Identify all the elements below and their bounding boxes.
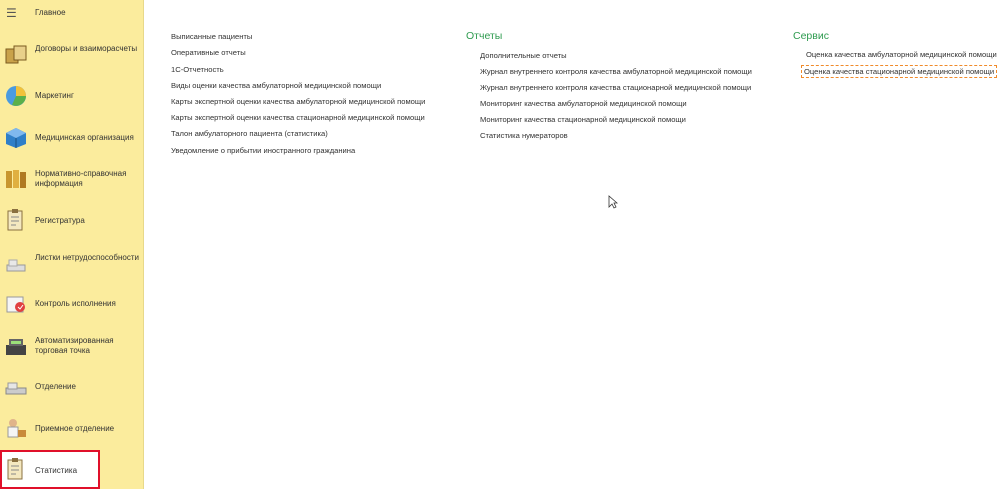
organization-cube-icon bbox=[4, 126, 28, 150]
link-foreign-citizen-notice[interactable]: Уведомление о прибытии иностранного гражданина bbox=[171, 146, 356, 155]
section-title-reports: Отчеты bbox=[466, 30, 503, 42]
link-quality-assessment-types[interactable]: Виды оценки качества амбулаторной медицинской помощи bbox=[171, 81, 382, 90]
cash-register-icon bbox=[4, 334, 28, 358]
link-ambulatory-monitoring[interactable]: Мониторинг качества амбулаторной медицинской помощи bbox=[480, 99, 687, 108]
section-title-service: Сервис bbox=[793, 30, 829, 42]
link-ambulatory-expert-cards[interactable]: Карты экспертной оценки качества амбулаторной медицинской помощи bbox=[171, 97, 426, 106]
control-execution-icon bbox=[4, 292, 28, 316]
link-ambulatory-quality-assessment[interactable]: Оценка качества амбулаторной медицинской помощи bbox=[806, 50, 997, 59]
sidebar-item-marketing[interactable] bbox=[0, 82, 144, 110]
link-stationary-expert-cards[interactable]: Карты экспертной оценки качества стационарной медицинской помощи bbox=[171, 113, 425, 122]
clipboard-pen-icon bbox=[4, 208, 28, 232]
sidebar-item-label: Листки нетрудоспособности bbox=[35, 253, 139, 262]
sidebar-item-sick-leave[interactable] bbox=[0, 248, 144, 278]
sidebar-item-reception[interactable] bbox=[0, 414, 144, 442]
sidebar bbox=[0, 0, 144, 489]
link-discharged-patients[interactable]: Выписанные пациенты bbox=[171, 32, 253, 41]
sidebar-item-execution-control[interactable] bbox=[0, 290, 144, 318]
hamburger-menu-icon[interactable]: ☰ bbox=[6, 6, 17, 20]
link-numerator-statistics[interactable]: Статистика нумераторов bbox=[480, 131, 568, 140]
link-ambulatory-control-journal[interactable]: Журнал внутреннего контроля качества амбулаторной медицинской помощи bbox=[480, 67, 752, 76]
sidebar-item-label: Медицинская организация bbox=[35, 133, 134, 142]
link-stationary-control-journal[interactable]: Журнал внутреннего контроля качества стационарной медицинской помощи bbox=[480, 83, 752, 92]
link-ambulatory-coupon[interactable]: Талон амбулаторного пациента (статистика) bbox=[171, 129, 328, 138]
department-icon bbox=[4, 375, 28, 399]
sidebar-item-statistics[interactable] bbox=[0, 450, 100, 489]
sick-leave-icon bbox=[4, 251, 28, 275]
sidebar-item-label: Контроль исполнения bbox=[35, 299, 116, 308]
sidebar-item-contracts[interactable] bbox=[0, 40, 144, 70]
sidebar-item-label: Автоматизированная торговая точка bbox=[35, 336, 114, 355]
sidebar-item-label: Статистика bbox=[35, 466, 78, 475]
contracts-icon bbox=[4, 43, 28, 67]
sidebar-item-reference-info[interactable] bbox=[0, 164, 144, 194]
sidebar-item-label: Приемное отделение bbox=[35, 424, 115, 433]
sidebar-item-label: Регистратура bbox=[35, 216, 85, 225]
link-operative-reports[interactable]: Оперативные отчеты bbox=[171, 48, 246, 57]
reference-books-icon bbox=[4, 167, 28, 191]
marketing-pie-icon bbox=[4, 84, 28, 108]
statistics-icon bbox=[4, 457, 28, 481]
mouse-cursor-icon bbox=[608, 195, 618, 209]
sidebar-item-label: Отделение bbox=[35, 382, 76, 391]
sidebar-item-home-label[interactable]: Главное bbox=[35, 8, 66, 17]
link-1c-reporting[interactable]: 1С-Отчетность bbox=[171, 65, 224, 74]
sidebar-item-label: Нормативно-справочная информация bbox=[35, 169, 127, 188]
sidebar-item-registry[interactable] bbox=[0, 206, 144, 234]
reception-icon bbox=[4, 416, 28, 440]
sidebar-item-department[interactable] bbox=[0, 373, 144, 401]
sidebar-item-medical-organization[interactable] bbox=[0, 124, 144, 152]
sidebar-item-label: Маркетинг bbox=[35, 91, 74, 100]
link-additional-reports[interactable]: Дополнительные отчеты bbox=[480, 51, 567, 60]
link-stationary-quality-assessment[interactable]: Оценка качества стационарной медицинской помощи bbox=[804, 67, 995, 76]
sidebar-item-label: Договоры и взаиморасчеты bbox=[35, 44, 138, 53]
sidebar-item-trade-point[interactable] bbox=[0, 331, 144, 361]
link-stationary-monitoring[interactable]: Мониторинг качества стационарной медицинской помощи bbox=[480, 115, 686, 124]
